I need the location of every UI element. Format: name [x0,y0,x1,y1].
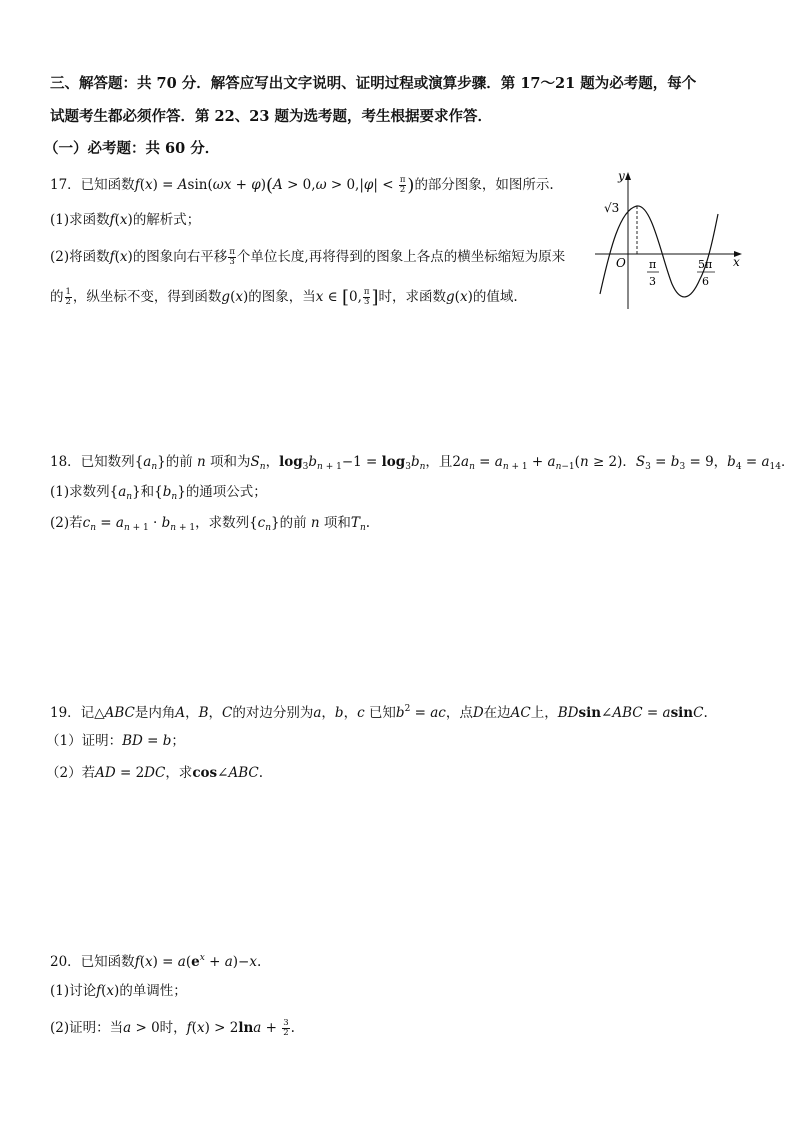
tick1-denominator: 3 [649,275,656,288]
y-axis-label: y [618,169,625,183]
q19-part1: （1）证明：BD = b； [46,733,185,749]
q17-function-graph [590,164,750,314]
section-header-line2: 试题考生都必须作答．第 22、23 题为选考题，考生根据要求作答． [50,108,492,125]
section-header-line1: 三、解答题：共 70 分．解答应写出文字说明、证明过程或演算步骤．第 17～21 题为必考题，每个 [50,75,697,92]
q17-part2-cont: 的 $\frac{1}{2}$ ，纵坐标不变，得到函数g(x)的图象，当x ∈ [0, $\frac{\pi}{3}$ ]时，求函数g(x)的值域. [50,287,518,308]
q18-part1: (1)求数列$\{a_n\}$和$\{b_n\}$的通项公式； [50,484,267,502]
subsection-header: （一）必考题：共 60 分． [44,140,220,157]
x-axis-label: x [733,255,740,269]
tick2-numerator: 5π [698,258,713,271]
tick1-numerator: π [649,258,657,271]
q20-stem: 20．已知函数$f(x) = a(e^x + a)-x$. [50,953,262,970]
sine-curve [600,206,718,297]
origin-label: O [616,256,626,270]
y-max-label: √3 [604,201,620,215]
q17-part1: (1)求函数f(x)的解析式； [50,212,201,228]
q18-part2: (2)若$c_n = a_{n + 1} \cdot b_{n + 1}$，求数列$\{c_n\}$的前 n 项和$T_n$. [50,515,371,533]
q19-stem: 19．记△ABC是内角A，B，C的对边分别为a，b，c 已知$b^2$ = ac，点D在边AC上，BDsin∠ABC = asinC. [50,704,708,721]
q20-part1: (1)讨论f(x)的单调性； [50,983,187,999]
q17-part2: (2)将函数f(x)的图象向右平移 $\frac{\pi}{3}$ 个单位长度,再将得到的图象上各点的横坐标缩短为原来 [50,247,566,267]
q20-part2: (2)证明：当a > 0时，f(x) > 2lna + $\frac{3}{2}$ . [50,1018,295,1038]
q17-formula: f(x) = Asin(ωx + φ)(A > 0,ω > 0,|φ| < $\frac{\pi}{2}$ ) [134,175,415,196]
q17-stem: 17．已知函数f(x) = Asin(ωx + φ)(A > 0,ω > 0,|φ| < $\frac{\pi}{2}$ )的部分图象，如图所示. [50,175,554,196]
y-axis-arrow-icon [625,172,631,180]
q19-part2: （2）若AD = 2DC，求cos∠ABC. [46,765,263,781]
tick2-denominator: 6 [702,275,709,288]
q18-stem: 18．已知数列$\{a_n\}$的前 n 项和为$S_n$，$\log_3b_{n + 1}-1 = \log_3b_n$，且$2a_n = a_{n + 1} + a_{n-1}(n \ge 2)$．$S_3 = b_3 = 9$，$b_4 = a_{14}$． [50,454,794,472]
